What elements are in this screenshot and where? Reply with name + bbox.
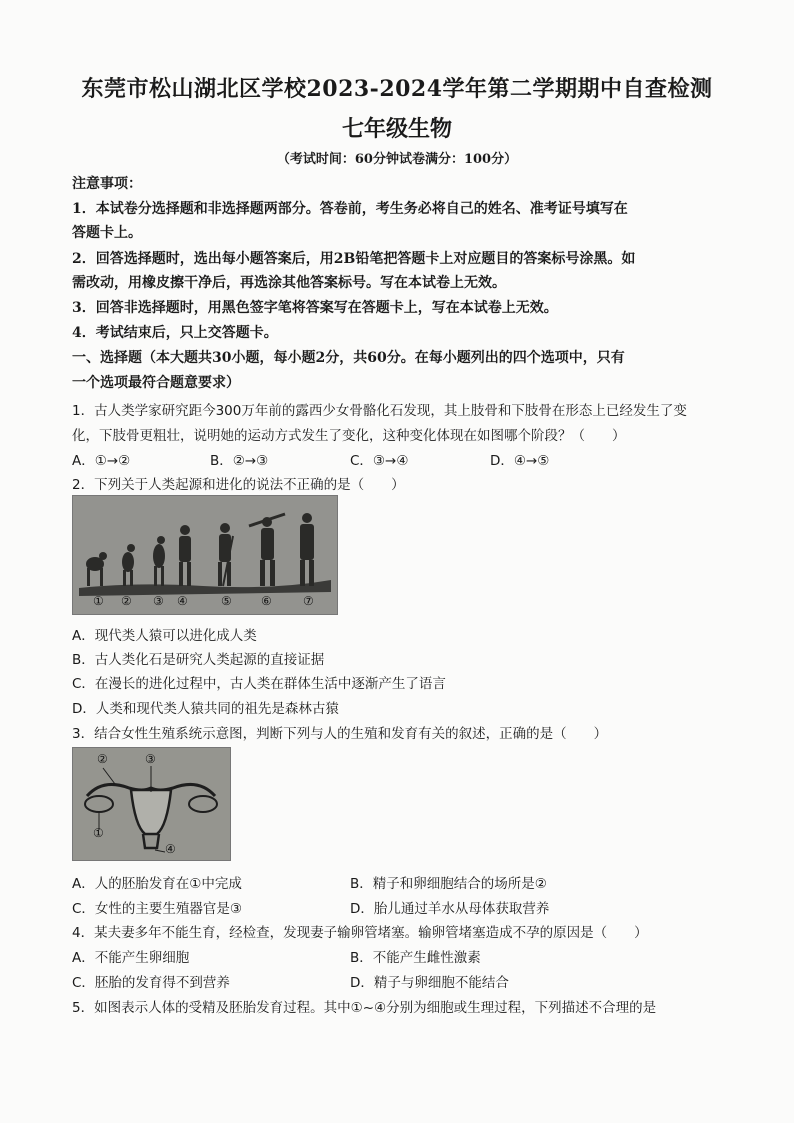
question-3-option-c: C．女性的主要生殖器官是③ — [72, 901, 243, 917]
question-2-option-b: B．古人类化石是研究人类起源的直接证据 — [72, 652, 325, 668]
question-2-option-d: D．人类和现代类人猿共同的祖先是森林古猿 — [72, 701, 339, 717]
question-3-option-a: A．人的胚胎发育在①中完成 — [72, 876, 242, 892]
question-3-stem: 3．结合女性生殖系统示意图，判断下列与人的生殖和发育有关的叙述，正确的是（ ） — [72, 726, 608, 742]
notice-line: 需改动，用橡皮擦干净后，再选涂其他答案标号。写在本试卷上无效。 — [72, 275, 506, 291]
figure-label: ⑥ — [261, 594, 272, 608]
question-2-option-a: A．现代类人猿可以进化成人类 — [72, 628, 257, 644]
question-2-option-c: C．在漫长的进化过程中，古人类在群体生活中逐渐产生了语言 — [72, 676, 446, 692]
figure-label: ② — [121, 594, 132, 608]
question-4-option-c: C．胚胎的发育得不到营养 — [72, 975, 230, 991]
question-3-option-d: D．胎儿通过羊水从母体获取营养 — [350, 901, 550, 917]
section-heading: 一个选项最符合题意要求） — [72, 375, 240, 391]
figure-label: ④ — [165, 842, 176, 856]
exam-subtitle: 七年级生物 — [341, 116, 452, 142]
figure-label: ② — [97, 752, 108, 766]
human-evolution-illustration — [73, 496, 337, 614]
human-evolution-figure — [72, 495, 338, 615]
figure-label: ① — [93, 594, 104, 608]
question-1-stem: 化，下肢骨更粗壮，说明她的运动方式发生了变化，这种变化体现在如图哪个阶段？（ ） — [72, 428, 626, 444]
figure-label: ⑤ — [221, 594, 232, 608]
question-1-option-c: C．③→④ — [350, 453, 409, 469]
question-2-stem: 2．下列关于人类起源和进化的说法不正确的是（ ） — [72, 477, 405, 493]
figure-label: ① — [93, 826, 104, 840]
question-4-option-d: D．精子与卵细胞不能结合 — [350, 975, 509, 991]
question-1-option-d: D．④→⑤ — [490, 453, 550, 469]
question-1-option-b: B．②→③ — [210, 453, 269, 469]
section-heading: 一、选择题（本大题共30小题，每小题2分，共60分。在每小题列出的四个选项中，只有 — [72, 350, 625, 366]
figure-label: ④ — [177, 594, 188, 608]
notice-line: 2．回答选择题时，选出每小题答案后，用2B铅笔把答题卡上对应题目的答案标号涂黑。如 — [72, 251, 636, 267]
notice-line: 3．回答非选择题时，用黑色签字笔将答案写在答题卡上，写在本试卷上无效。 — [72, 300, 558, 316]
figure-label: ③ — [153, 594, 164, 608]
notice-line: 答题卡上。 — [72, 225, 142, 241]
female-reproductive-figure — [72, 747, 231, 861]
question-1-option-a: A．①→② — [72, 453, 131, 469]
notice-line: 1．本试卷分选择题和非选择题两部分。答卷前，考生务必将自己的姓名、准考证号填写在 — [72, 201, 628, 217]
question-5-stem: 5．如图表示人体的受精及胚胎发育过程。其中①~④分别为细胞或生理过程，下列描述不合理的是 — [72, 1000, 657, 1016]
question-1-stem: 1．古人类学家研究距今300万年前的露西少女骨骼化石发现，其上肢骨和下肢骨在形态上已经发生了变 — [72, 403, 687, 419]
figure-label: ③ — [145, 752, 156, 766]
exam-title: 东莞市松山湖北区学校2023-2024学年第二学期期中自查检测 — [81, 76, 713, 102]
question-4-stem: 4．某夫妻多年不能生育，经检查，发现妻子输卵管堵塞。输卵管堵塞造成不孕的原因是（ ） — [72, 925, 648, 941]
notice-heading: 注意事项： — [72, 176, 142, 192]
question-4-option-b: B．不能产生雌性激素 — [350, 950, 481, 966]
figure-label: ⑦ — [303, 594, 314, 608]
exam-meta: （考试时间：60分钟试卷满分：100分） — [276, 152, 518, 167]
question-3-option-b: B．精子和卵细胞结合的场所是② — [350, 876, 547, 892]
notice-line: 4．考试结束后，只上交答题卡。 — [72, 325, 278, 341]
question-4-option-a: A．不能产生卵细胞 — [72, 950, 190, 966]
